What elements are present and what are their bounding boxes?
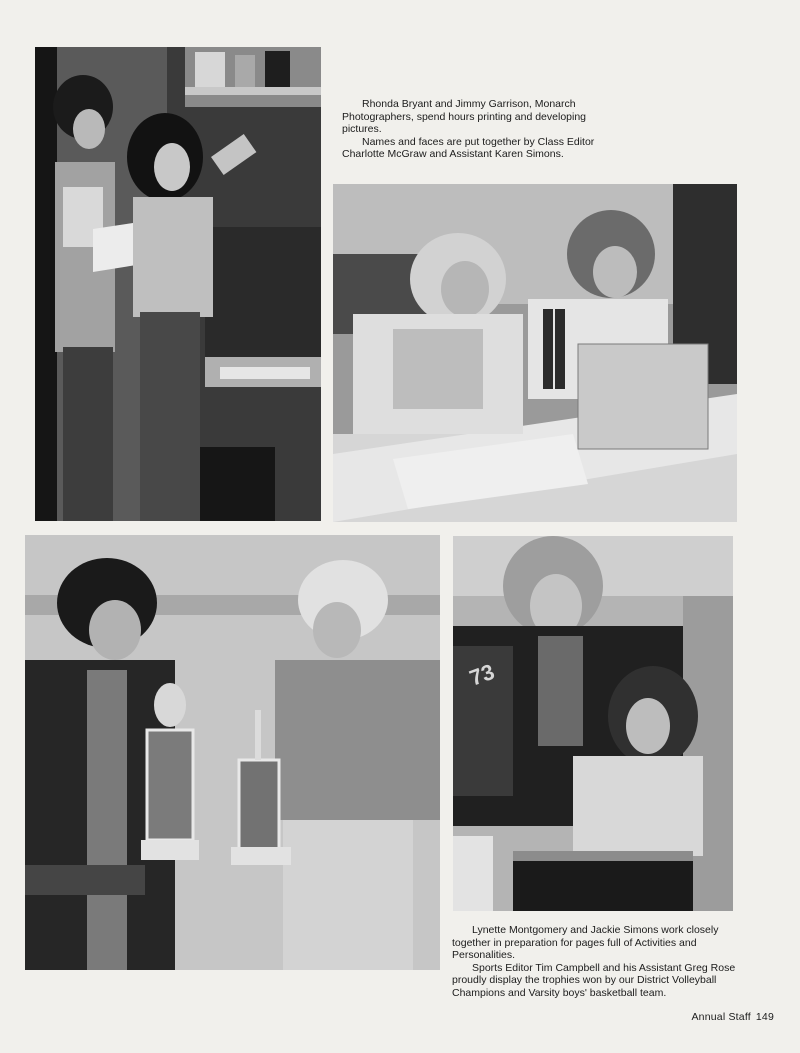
photo-photographers-darkroom — [35, 47, 321, 521]
photo-class-editors-desk — [333, 184, 737, 522]
caption-bottom — [452, 924, 737, 1000]
caption-sports-editors: Sports Editor Tim Campbell and his Assistant Greg Rose proudly display the trophies won by our District Volleyball Champions and Varsity boys' basketball team. — [452, 961, 736, 999]
jacket-number: 73 — [466, 658, 498, 691]
section-name: Annual Staff — [691, 1011, 751, 1023]
page-number: 149 — [755, 1011, 774, 1023]
photo-typists — [453, 536, 733, 911]
page-footer — [691, 1011, 774, 1023]
caption-class-editor: Names and faces are put together by Class Editor Charlotte McGraw and Assistant Karen Simons. — [342, 135, 595, 161]
caption-top — [342, 98, 627, 161]
photo-sports-editors-trophies — [25, 535, 440, 970]
caption-photographers: Rhonda Bryant and Jimmy Garrison, Monarch Photographers, spend hours printing and developing pictures. — [342, 98, 587, 136]
caption-typists: Lynette Montgomery and Jackie Simons work closely together in preparation for pages full of Activities and Personalities. — [452, 924, 719, 962]
